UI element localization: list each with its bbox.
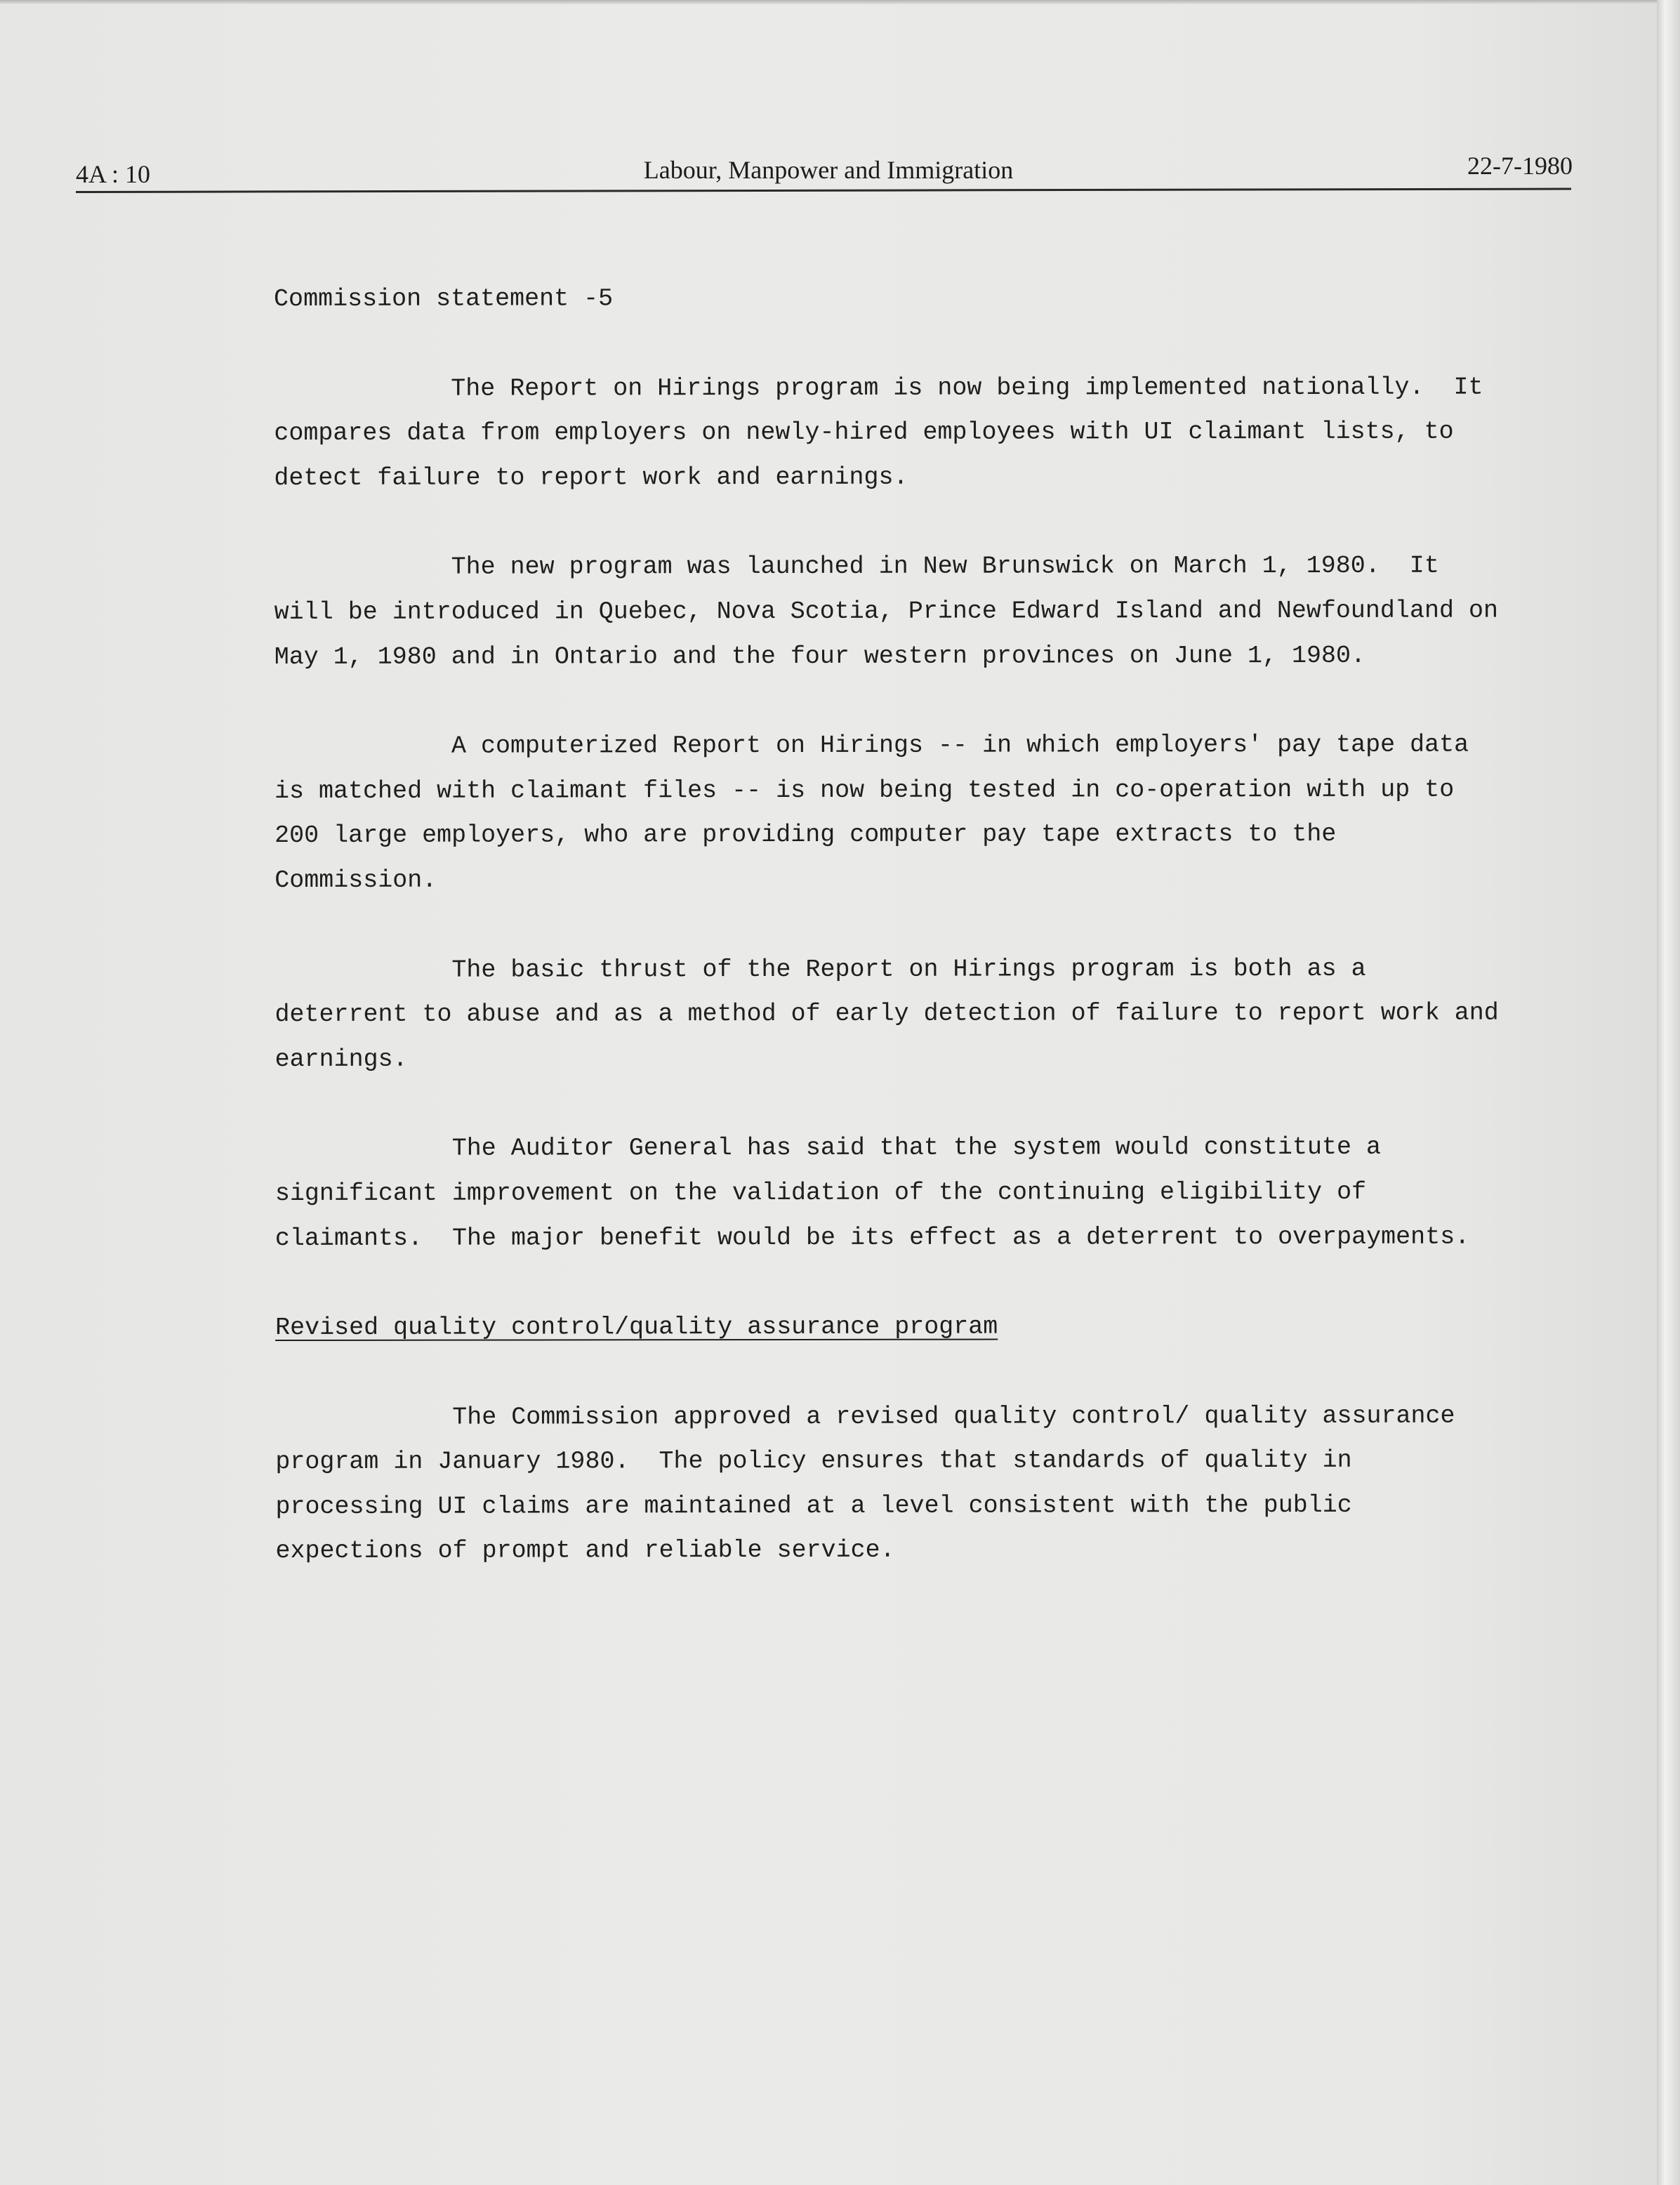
document-body [274,276,1512,1620]
header-rule [76,188,1571,193]
header-page-number: 4A : 10 [76,160,151,188]
paragraph-6: The Commission approved a revised quality control/ quality assurance program in January 1980. The policy ensures that standards of quality in processing UI claims are maintained at a level consistent with the public expections of prompt and reliable service. [275,1401,1470,1566]
header-title: Labour, Manpower and Immigration [643,156,1014,184]
header-date: 22-7-1980 [1467,152,1573,180]
subheading-wrapper [275,1305,1511,1351]
paragraph-5: The Auditor General has said that the system would constitute a significant improvement on the validation of the continuing eligibility of claimants. The major benefit would be its effect as a deterrent to overpayments. [275,1133,1470,1253]
paragraph-4: The basic thrust of the Report on Hirings program is both as a deterrent to abuse and as a method of early detection of failure to report work and earnings. [275,954,1514,1074]
paragraph-3: A computerized Report on Hirings -- in which employers' pay tape data is matched with claimant files -- is now being tested in co-operation with up to 200 large employers, who are providing computer pay tape extracts to the Commission. [274,730,1484,895]
page-top-shadow [0,0,1657,4]
paragraph-1: The Report on Hirings program is now being implemented nationally. It compares data from employers on newly-hired employees with UI claimant lists, to detect failure to report work and earnings. [274,373,1498,492]
paragraph-2: The new program was launched in New Brunswick on March 1, 1980. It will be introduced in Quebec, Nova Scotia, Prince Edward Island and Newfoundland on May 1, 1980 and in Ontario and the four western provinces on June 1, 1980. [274,552,1514,671]
section-title: Commission statement -5 [274,284,614,313]
subheading: Revised quality control/quality assurance program [275,1312,998,1342]
page-right-edge [1657,0,1680,2185]
